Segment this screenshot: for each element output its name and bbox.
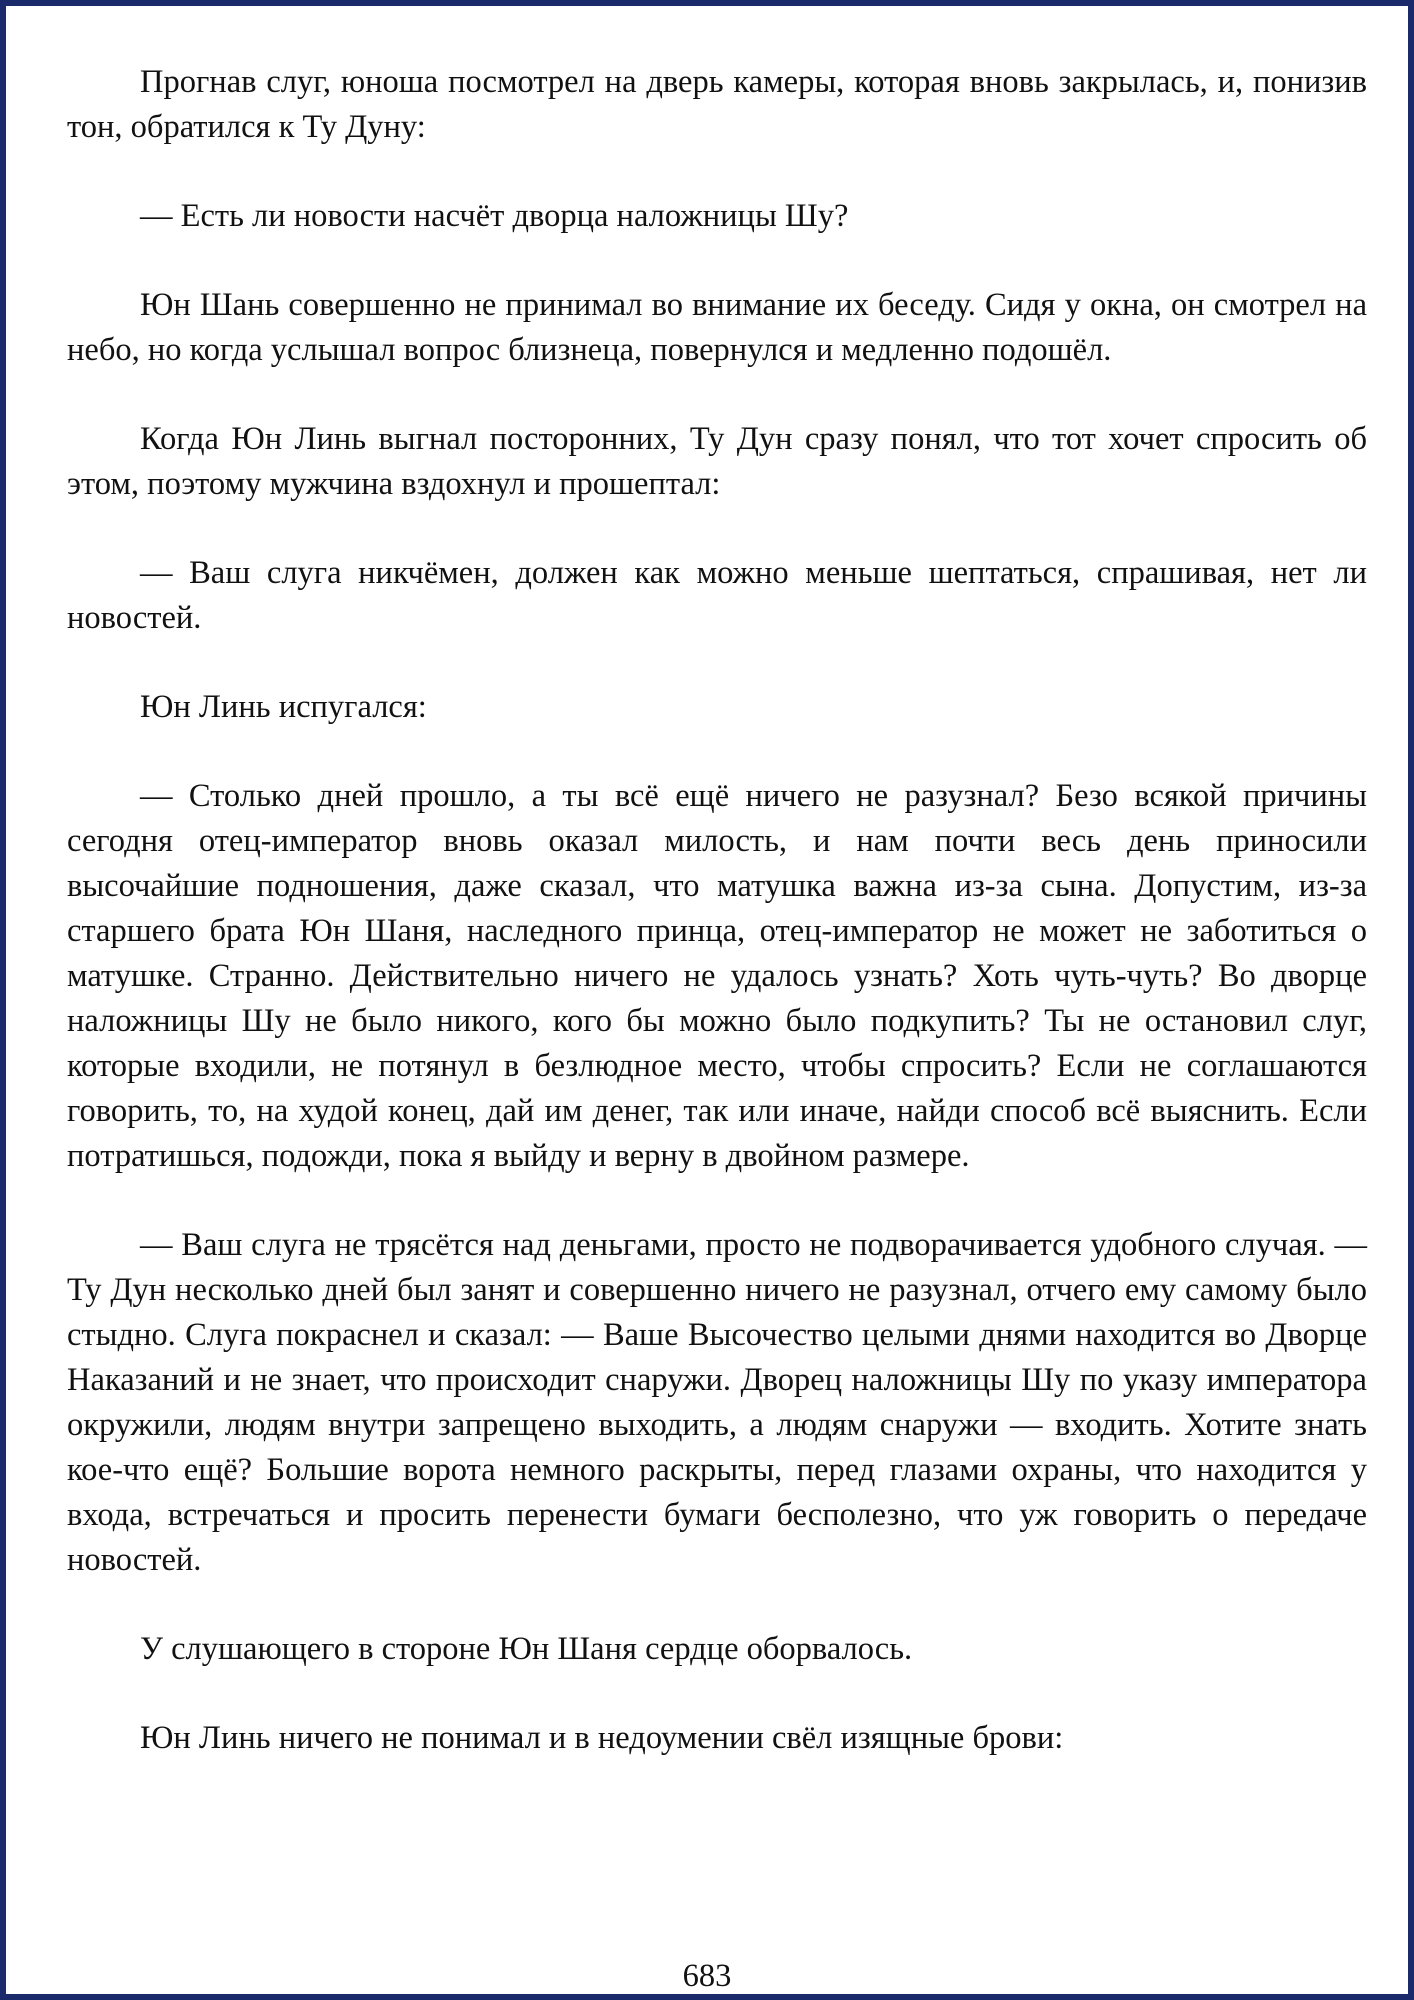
paragraph-7: — Столько дней прошло, а ты всё ещё ничего не разузнал? Безо всякой причины сегодня отец-император вновь оказал милость, и нам почти весь день приносили высочайшие подношения, даже сказал, что матушка важна из-за сына. Допустим, из-за старшего брата Юн Шаня, наследного принца, отец-император не может не заботиться о матушке. Странно. Действительно ничего не удалось узнать? Хоть чуть-чуть? Во дворце наложницы Шу не было никого, кого бы можно было подкупить? Ты не остановил слуг, которые входили, не потянул в безлюдное место, чтобы спросить? Если не соглашаются говорить, то, на худой конец, дай им денег, так или иначе, найди способ всё выяснить. Если потратишься, подожди, пока я выйду и верну в двойном размере.: [67, 778, 1367, 1174]
paragraph-6: Юн Линь испугался:: [140, 689, 427, 725]
paragraph-1: Прогнав слуг, юноша посмотрел на дверь камеры, которая вновь закрылась, и, понизив тон, обратился к Ту Дуну:: [67, 64, 1367, 145]
paragraph-2: — Есть ли новости насчёт дворца наложницы Шу?: [140, 198, 849, 234]
paragraph-9: У слушающего в стороне Юн Шаня сердце оборвалось.: [140, 1631, 913, 1667]
paragraph-10: Юн Линь ничего не понимал и в недоумении свёл изящные брови:: [140, 1720, 1064, 1756]
page-number: 683: [682, 1958, 732, 1994]
paragraph-3: Юн Шань совершенно не принимал во внимание их беседу. Сидя у окна, он смотрел на небо, но когда услышал вопрос близнеца, повернулся и медленно подошёл.: [67, 287, 1367, 368]
paragraph-4: Когда Юн Линь выгнал посторонних, Ту Дун сразу понял, что тот хочет спросить об этом, поэтому мужчина вздохнул и прошептал:: [67, 421, 1367, 502]
paragraph-5: — Ваш слуга никчёмен, должен как можно меньше шептаться, спрашивая, нет ли новостей.: [67, 555, 1367, 636]
paragraph-8: — Ваш слуга не трясётся над деньгами, просто не подворачивается удобного случая. — Ту Дун несколько дней был занят и совершенно ничего не разузнал, отчего ему самому было стыдно. Слуга покраснел и сказал: — Ваше Высочество целыми днями находится во Дворце Наказаний и не знает, что происходит снаружи. Дворец наложницы Шу по указу императора окружили, людям внутри запрещено выходить, а людям снаружи — входить. Хотите знать кое-что ещё? Большие ворота немного раскрыты, перед глазами охраны, что находится у входа, встречаться и просить перенести бумаги бесполезно, что уж говорить о передаче новостей.: [67, 1227, 1367, 1578]
page-body: [67, 60, 1367, 1805]
